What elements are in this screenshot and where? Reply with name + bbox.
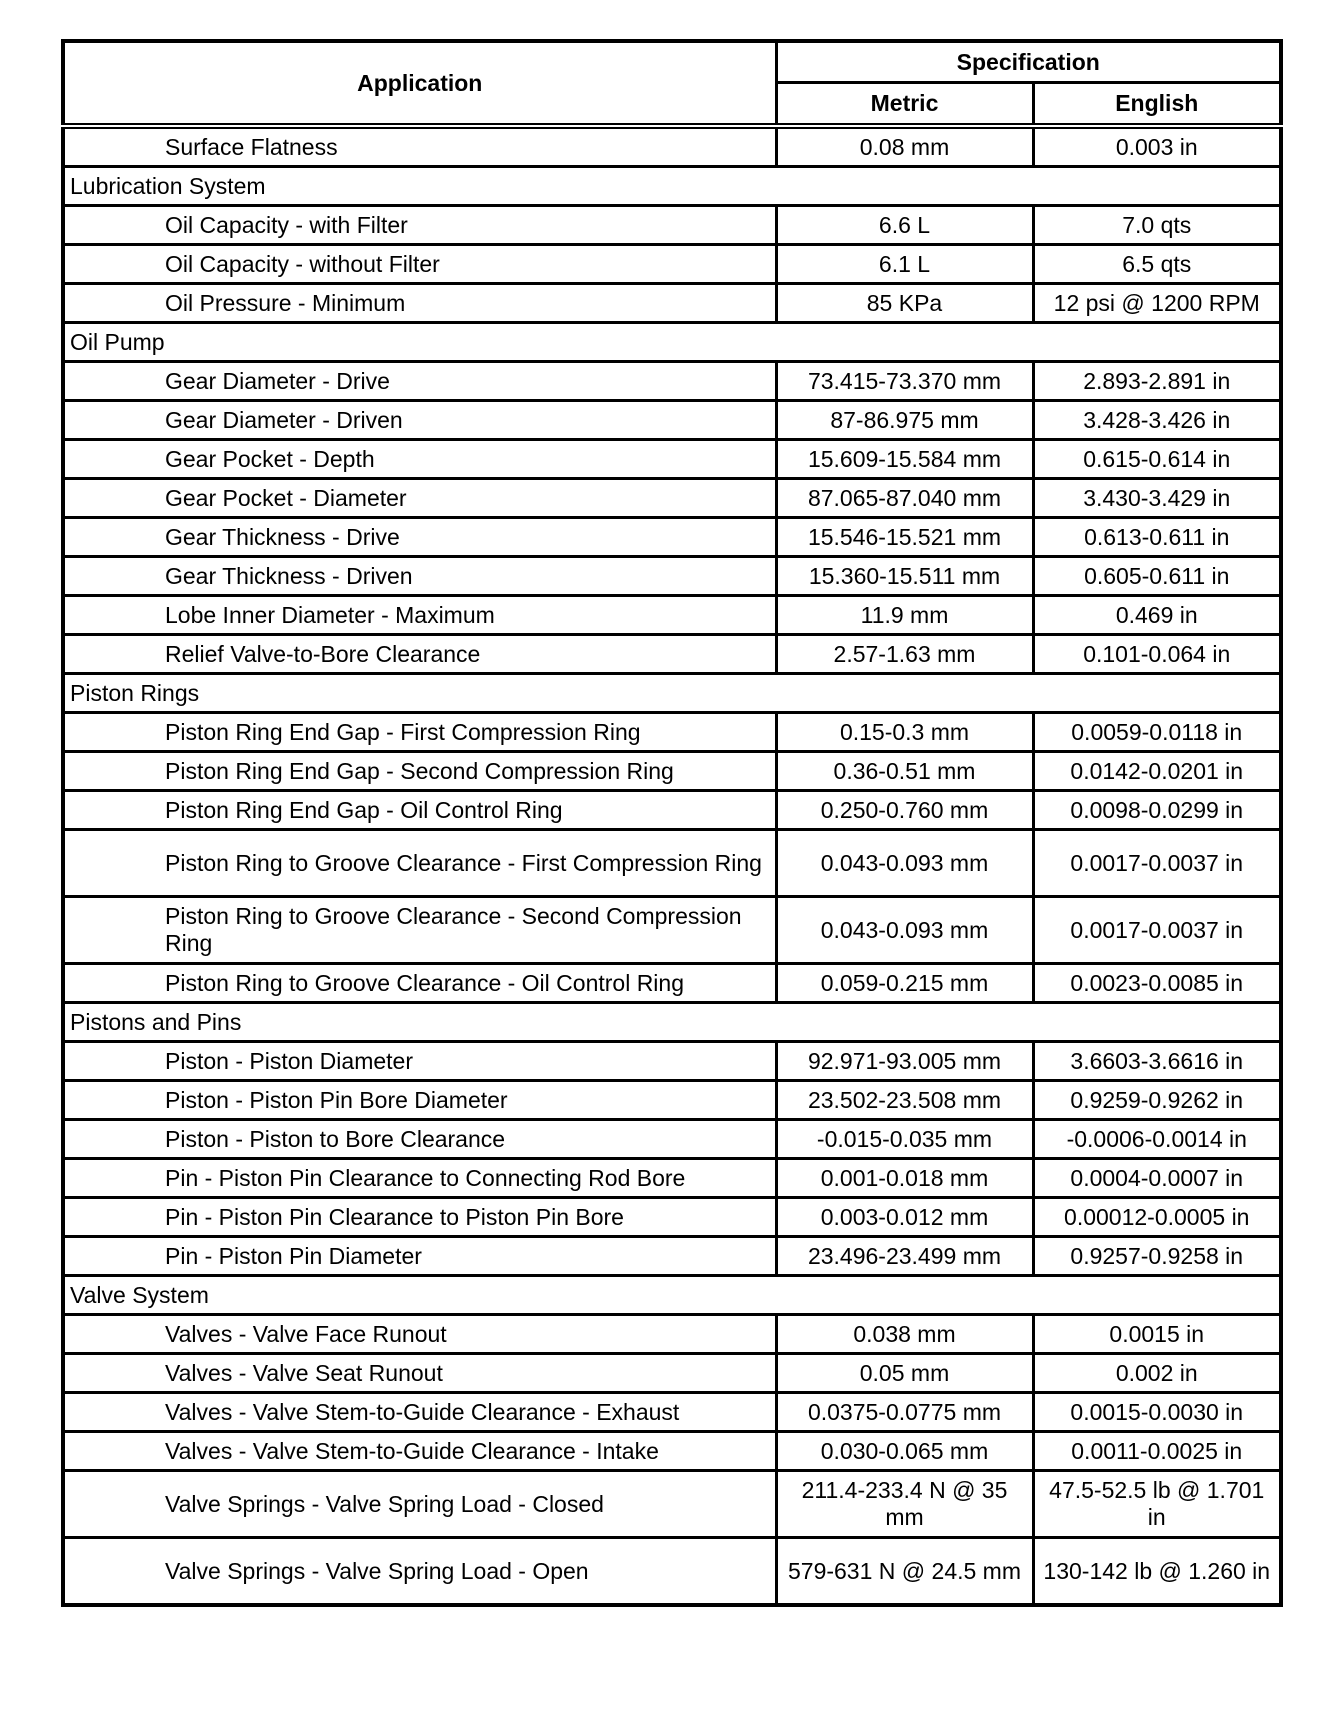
table-row [63, 1538, 1281, 1606]
metric-cell: 211.4-233.4 N @ 35 mm [776, 1471, 1033, 1538]
metric-cell: 0.36-0.51 mm [776, 752, 1033, 791]
english-cell: 0.0098-0.0299 in [1033, 791, 1281, 830]
table-row [63, 1315, 1281, 1354]
table-row [63, 752, 1281, 791]
application-cell: Oil Pressure - Minimum [63, 284, 776, 323]
metric-cell: 11.9 mm [776, 596, 1033, 635]
metric-cell: 0.038 mm [776, 1315, 1033, 1354]
application-cell: Piston Ring to Groove Clearance - First Compression Ring [63, 830, 776, 897]
category-label: Lubrication System [63, 167, 1281, 206]
table-row [63, 1393, 1281, 1432]
application-cell: Valves - Valve Stem-to-Guide Clearance - Exhaust [63, 1393, 776, 1432]
application-cell: Pin - Piston Pin Clearance to Connecting Rod Bore [63, 1159, 776, 1198]
table-row [63, 1237, 1281, 1276]
english-cell: 0.0004-0.0007 in [1033, 1159, 1281, 1198]
application-cell: Gear Diameter - Drive [63, 362, 776, 401]
table-row [63, 596, 1281, 635]
metric-cell: 85 KPa [776, 284, 1033, 323]
application-cell: Valve Springs - Valve Spring Load - Closed [63, 1471, 776, 1538]
category-row [63, 1276, 1281, 1315]
english-cell: 7.0 qts [1033, 206, 1281, 245]
table-row [63, 284, 1281, 323]
application-cell: Surface Flatness [63, 126, 776, 167]
english-cell: 0.613-0.611 in [1033, 518, 1281, 557]
table-row [63, 830, 1281, 897]
english-cell: 12 psi @ 1200 RPM [1033, 284, 1281, 323]
table-row [63, 897, 1281, 964]
table-row [63, 440, 1281, 479]
table-row [63, 791, 1281, 830]
application-cell: Oil Capacity - without Filter [63, 245, 776, 284]
metric-cell: 579-631 N @ 24.5 mm [776, 1538, 1033, 1606]
application-cell: Lobe Inner Diameter - Maximum [63, 596, 776, 635]
application-cell: Valves - Valve Stem-to-Guide Clearance - Intake [63, 1432, 776, 1471]
english-cell: 6.5 qts [1033, 245, 1281, 284]
table-row [63, 479, 1281, 518]
header-application: Application [63, 41, 776, 126]
english-cell: 47.5-52.5 lb @ 1.701 in [1033, 1471, 1281, 1538]
table-row [63, 964, 1281, 1003]
english-cell: 0.9259-0.9262 in [1033, 1081, 1281, 1120]
english-cell: 0.00012-0.0005 in [1033, 1198, 1281, 1237]
category-label: Oil Pump [63, 323, 1281, 362]
application-cell: Piston - Piston to Bore Clearance [63, 1120, 776, 1159]
application-cell: Gear Thickness - Drive [63, 518, 776, 557]
metric-cell: 0.003-0.012 mm [776, 1198, 1033, 1237]
application-cell: Pin - Piston Pin Clearance to Piston Pin Bore [63, 1198, 776, 1237]
application-cell: Gear Pocket - Diameter [63, 479, 776, 518]
metric-cell: 23.496-23.499 mm [776, 1237, 1033, 1276]
category-label: Pistons and Pins [63, 1003, 1281, 1042]
english-cell: 0.0015-0.0030 in [1033, 1393, 1281, 1432]
metric-cell: -0.015-0.035 mm [776, 1120, 1033, 1159]
table-row [63, 1042, 1281, 1081]
metric-cell: 15.609-15.584 mm [776, 440, 1033, 479]
metric-cell: 92.971-93.005 mm [776, 1042, 1033, 1081]
english-cell: -0.0006-0.0014 in [1033, 1120, 1281, 1159]
english-cell: 2.893-2.891 in [1033, 362, 1281, 401]
table-row [63, 1198, 1281, 1237]
metric-cell: 15.546-15.521 mm [776, 518, 1033, 557]
metric-cell: 6.6 L [776, 206, 1033, 245]
metric-cell: 23.502-23.508 mm [776, 1081, 1033, 1120]
english-cell: 0.9257-0.9258 in [1033, 1237, 1281, 1276]
table-row [63, 1471, 1281, 1538]
application-cell: Piston Ring End Gap - Oil Control Ring [63, 791, 776, 830]
application-cell: Piston Ring End Gap - Second Compression Ring [63, 752, 776, 791]
metric-cell: 0.15-0.3 mm [776, 713, 1033, 752]
table-row [63, 1081, 1281, 1120]
table-row [63, 1120, 1281, 1159]
english-cell: 0.0059-0.0118 in [1033, 713, 1281, 752]
english-cell: 0.0017-0.0037 in [1033, 830, 1281, 897]
header-specification: Specification [776, 41, 1281, 83]
english-cell: 0.605-0.611 in [1033, 557, 1281, 596]
metric-cell: 73.415-73.370 mm [776, 362, 1033, 401]
application-cell: Valve Springs - Valve Spring Load - Open [63, 1538, 776, 1606]
english-cell: 0.0017-0.0037 in [1033, 897, 1281, 964]
metric-cell: 0.0375-0.0775 mm [776, 1393, 1033, 1432]
application-cell: Valves - Valve Seat Runout [63, 1354, 776, 1393]
category-row [63, 323, 1281, 362]
english-cell: 0.469 in [1033, 596, 1281, 635]
english-cell: 0.002 in [1033, 1354, 1281, 1393]
table-row [63, 206, 1281, 245]
metric-cell: 87-86.975 mm [776, 401, 1033, 440]
table-body [63, 126, 1281, 1605]
english-cell: 3.428-3.426 in [1033, 401, 1281, 440]
english-cell: 0.003 in [1033, 126, 1281, 167]
table-row [63, 1432, 1281, 1471]
metric-cell: 87.065-87.040 mm [776, 479, 1033, 518]
metric-cell: 0.059-0.215 mm [776, 964, 1033, 1003]
english-cell: 0.0011-0.0025 in [1033, 1432, 1281, 1471]
metric-cell: 0.043-0.093 mm [776, 897, 1033, 964]
category-label: Valve System [63, 1276, 1281, 1315]
application-cell: Piston Ring End Gap - First Compression Ring [63, 713, 776, 752]
category-row [63, 167, 1281, 206]
english-cell: 0.0023-0.0085 in [1033, 964, 1281, 1003]
english-cell: 3.6603-3.6616 in [1033, 1042, 1281, 1081]
metric-cell: 0.001-0.018 mm [776, 1159, 1033, 1198]
metric-cell: 0.030-0.065 mm [776, 1432, 1033, 1471]
metric-cell: 0.250-0.760 mm [776, 791, 1033, 830]
table-row [63, 362, 1281, 401]
metric-cell: 0.043-0.093 mm [776, 830, 1033, 897]
category-label: Piston Rings [63, 674, 1281, 713]
metric-cell: 6.1 L [776, 245, 1033, 284]
header-english: English [1033, 83, 1281, 126]
application-cell: Gear Diameter - Driven [63, 401, 776, 440]
table-row [63, 635, 1281, 674]
english-cell: 3.430-3.429 in [1033, 479, 1281, 518]
english-cell: 0.0142-0.0201 in [1033, 752, 1281, 791]
application-cell: Gear Thickness - Driven [63, 557, 776, 596]
metric-cell: 15.360-15.511 mm [776, 557, 1033, 596]
category-row [63, 674, 1281, 713]
application-cell: Piston - Piston Diameter [63, 1042, 776, 1081]
english-cell: 130-142 lb @ 1.260 in [1033, 1538, 1281, 1606]
specification-table [61, 39, 1283, 1607]
application-cell: Relief Valve-to-Bore Clearance [63, 635, 776, 674]
application-cell: Valves - Valve Face Runout [63, 1315, 776, 1354]
english-cell: 0.101-0.064 in [1033, 635, 1281, 674]
application-cell: Piston Ring to Groove Clearance - Oil Control Ring [63, 964, 776, 1003]
table-row [63, 518, 1281, 557]
metric-cell: 0.08 mm [776, 126, 1033, 167]
category-row [63, 1003, 1281, 1042]
metric-cell: 0.05 mm [776, 1354, 1033, 1393]
table-row [63, 1354, 1281, 1393]
table-row [63, 126, 1281, 167]
application-cell: Piston - Piston Pin Bore Diameter [63, 1081, 776, 1120]
table-row [63, 1159, 1281, 1198]
english-cell: 0.0015 in [1033, 1315, 1281, 1354]
application-cell: Oil Capacity - with Filter [63, 206, 776, 245]
application-cell: Gear Pocket - Depth [63, 440, 776, 479]
metric-cell: 2.57-1.63 mm [776, 635, 1033, 674]
table-row [63, 557, 1281, 596]
table-row [63, 713, 1281, 752]
table-row [63, 245, 1281, 284]
application-cell: Pin - Piston Pin Diameter [63, 1237, 776, 1276]
english-cell: 0.615-0.614 in [1033, 440, 1281, 479]
header-metric: Metric [776, 83, 1033, 126]
application-cell: Piston Ring to Groove Clearance - Second Compression Ring [63, 897, 776, 964]
table-row [63, 401, 1281, 440]
